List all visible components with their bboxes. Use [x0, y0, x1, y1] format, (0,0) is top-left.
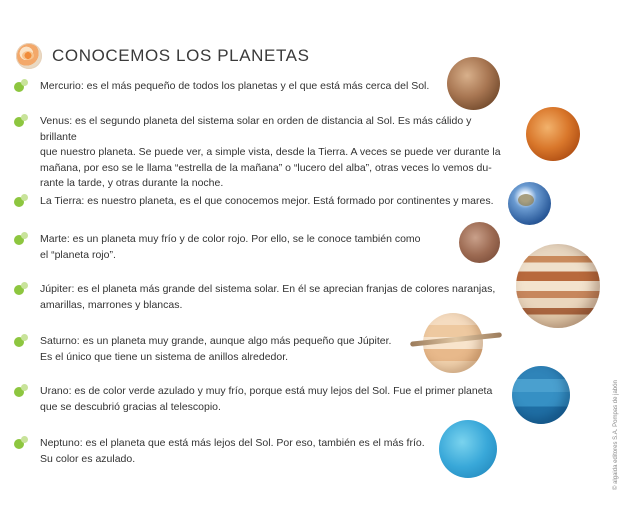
list-item-neptuno	[14, 436, 509, 467]
mercury-planet-icon	[447, 57, 500, 110]
item-text-line: que se descubrió gracias al telescopio.	[40, 400, 221, 413]
bullet-icon	[14, 282, 28, 296]
item-text-line: Urano: es de color verde azulado y muy frío, porque está muy lejos del Sol. Fue el primer planeta	[40, 385, 493, 397]
item-text-line: Marte: es un planeta muy frío y de color rojo. Por ello, se le conoce también como	[40, 233, 421, 245]
bullet-icon	[14, 194, 28, 208]
item-text-line: Es el único que tiene un sistema de anillos alrededor.	[40, 350, 289, 363]
item-text-line: que nuestro planeta. Se puede ver, a simple vista, desde la Tierra. A veces se puede ver durante la	[40, 146, 501, 158]
earth-planet-icon	[508, 182, 551, 225]
uranus-planet-icon	[512, 366, 570, 424]
item-text	[40, 384, 509, 415]
item-text-line: el “planeta rojo”.	[40, 248, 116, 261]
list-item-tierra	[14, 194, 509, 210]
item-text-line: mañana, por eso se le llama “estrella de la mañana” o “lucero del alba”, otras veces lo vemos du-	[40, 161, 492, 174]
list-item-urano	[14, 384, 509, 415]
jupiter-planet-icon	[516, 244, 600, 328]
item-text-line: amarillas, marrones y blancas.	[40, 298, 183, 311]
copyright-credit: © algaida editores S.A. Pompas de jabón	[613, 380, 619, 490]
bullet-icon	[14, 79, 28, 93]
bullet-icon	[14, 232, 28, 246]
item-text-line: Saturno: es un planeta muy grande, aunque algo más pequeño que Júpiter.	[40, 335, 392, 347]
bullet-icon	[14, 114, 28, 128]
item-text-line: Venus: es el segundo planeta del sistema solar en orden de distancia al Sol. Es más cálido y brillante	[40, 115, 472, 143]
item-text-line: Su color es azulado.	[40, 452, 136, 465]
list-item-jupiter	[14, 282, 509, 313]
item-text-line: rante la tarde, y otras durante la noche.	[40, 177, 224, 189]
item-text	[40, 114, 509, 192]
saturn-planet-icon	[410, 311, 502, 373]
item-text: La Tierra: es nuestro planeta, es el que conocemos mejor. Está formado por continentes y mares.	[40, 195, 494, 207]
mars-planet-icon	[459, 222, 500, 263]
item-text	[40, 232, 509, 263]
bullet-icon	[14, 384, 28, 398]
list-item-mercurio	[14, 79, 509, 95]
item-text	[40, 282, 509, 313]
page-header	[16, 40, 310, 72]
bullet-icon	[14, 334, 28, 348]
list-item-marte	[14, 232, 509, 263]
venus-planet-icon	[526, 107, 580, 161]
planets-badge-icon	[16, 43, 42, 69]
item-text: Mercurio: es el más pequeño de todos los planetas y el que está más cerca del Sol.	[40, 80, 430, 92]
item-text-line: Neptuno: es el planeta que está más lejos del Sol. Por eso, también es el más frío.	[40, 437, 425, 449]
bullet-icon	[14, 436, 28, 450]
page-title: CONOCEMOS LOS PLANETAS	[52, 46, 310, 65]
item-text-line: Júpiter: es el planeta más grande del sistema solar. En él se aprecian franjas de colores naranjas,	[40, 283, 496, 295]
neptune-planet-icon	[439, 420, 497, 478]
list-item-venus	[14, 114, 509, 192]
